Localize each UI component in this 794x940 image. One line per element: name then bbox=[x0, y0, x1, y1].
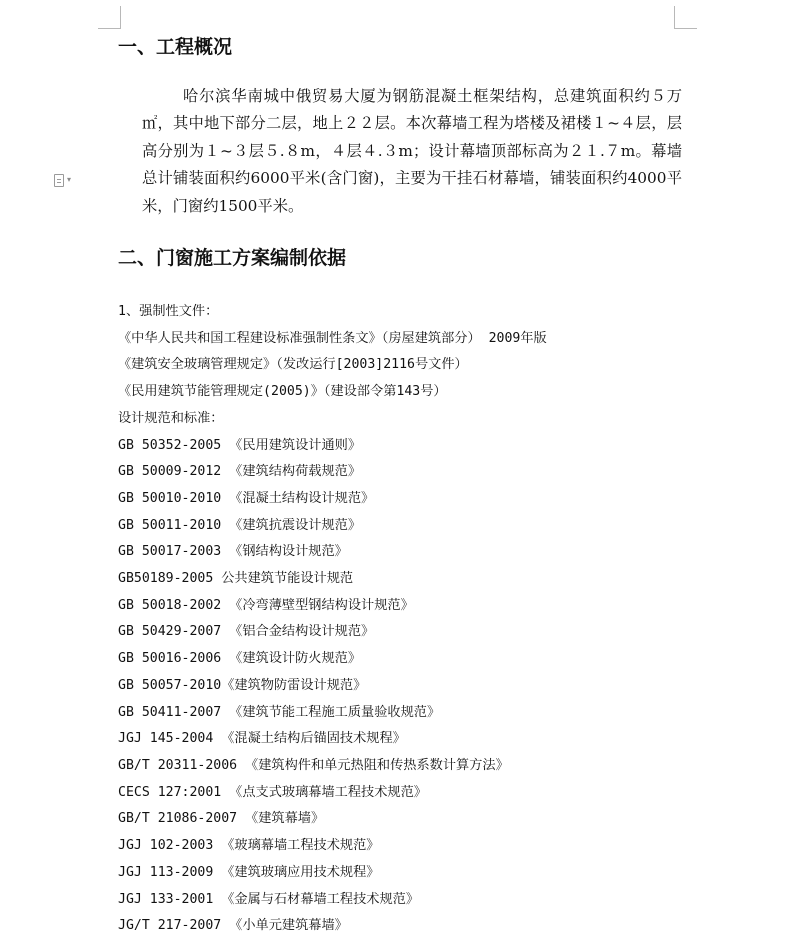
list-item: GB 50010-2010 《混凝土结构设计规范》 bbox=[118, 490, 375, 506]
list-item: JGJ 102-2003 《玻璃幕墙工程技术规范》 bbox=[118, 838, 380, 854]
basis-list bbox=[118, 299, 678, 940]
list-item: 《建筑安全玻璃管理规定》（发改运行[2003]2116号文件） bbox=[118, 357, 468, 373]
list-item: 1、强制性文件： bbox=[118, 304, 219, 320]
list-item: 《中华人民共和国工程建设标准强制性条文》（房屋建筑部分） 2009年版 bbox=[118, 330, 547, 346]
list-item: GB/T 20311-2006 《建筑构件和单元热阻和传热系数计算方法》 bbox=[118, 757, 509, 773]
list-item: GB 50018-2002 《冷弯薄壁型钢结构设计规范》 bbox=[118, 597, 414, 613]
crop-mark-top-right bbox=[674, 6, 697, 29]
chevron-down-icon: ▾ bbox=[67, 175, 72, 184]
list-item: JGJ 113-2009 《建筑玻璃应用技术规程》 bbox=[118, 864, 380, 880]
list-item: GB 50016-2006 《建筑设计防火规范》 bbox=[118, 651, 362, 667]
list-item: GB50189-2005 公共建筑节能设计规范 bbox=[118, 571, 354, 587]
list-item: GB/T 21086-2007 《建筑幕墙》 bbox=[118, 811, 325, 827]
paragraph-icon[interactable] bbox=[54, 172, 82, 188]
list-item: GB 50429-2007 《铝合金结构设计规范》 bbox=[118, 624, 375, 640]
section-heading-overview: 一、工程概况 bbox=[118, 36, 233, 58]
section-heading-basis: 二、门窗施工方案编制依据 bbox=[118, 247, 347, 270]
list-item: JG/T 217-2007 《小单元建筑幕墙》 bbox=[118, 918, 348, 934]
list-item: GB 50411-2007 《建筑节能工程施工质量验收规范》 bbox=[118, 704, 441, 720]
list-item: GB 50352-2005 《民用建筑设计通则》 bbox=[118, 437, 362, 453]
list-item: GB 50057-2010《建筑物防雷设计规范》 bbox=[118, 677, 367, 693]
crop-mark-top-left bbox=[98, 6, 121, 29]
document-page-content bbox=[118, 33, 682, 940]
document-icon bbox=[54, 174, 64, 187]
list-item: 《民用建筑节能管理规定(2005)》（建设部令第143号） bbox=[118, 384, 447, 400]
list-item: CECS 127:2001 《点支式玻璃幕墙工程技术规范》 bbox=[118, 784, 427, 800]
overview-paragraph: 哈尔滨华南城中俄贸易大厦为钢筋混凝土框架结构，总建筑面积约５万㎡，其中地下部分二层，地上２２层。本次幕墙工程为塔楼及裙楼１~４层，层高分别为１~３层５.８m，４层４.３m；设计幕墙顶部标高为２１.７m。幕墙总计铺装面积约6000平米(含门窗)，主要为干挂石材幕墙，铺装面积约4000平米，门窗约1500平米。 bbox=[142, 87, 682, 215]
list-item: JGJ 133-2001 《金属与石材幕墙工程技术规范》 bbox=[118, 891, 420, 907]
list-item: GB 50017-2003 《钢结构设计规范》 bbox=[118, 544, 348, 560]
list-item: GB 50009-2012 《建筑结构荷载规范》 bbox=[118, 464, 362, 480]
list-item: GB 50011-2010 《建筑抗震设计规范》 bbox=[118, 517, 362, 533]
list-item: JGJ 145-2004 《混凝土结构后锚固技术规程》 bbox=[118, 731, 406, 747]
list-item: 设计规范和标准： bbox=[118, 410, 224, 426]
